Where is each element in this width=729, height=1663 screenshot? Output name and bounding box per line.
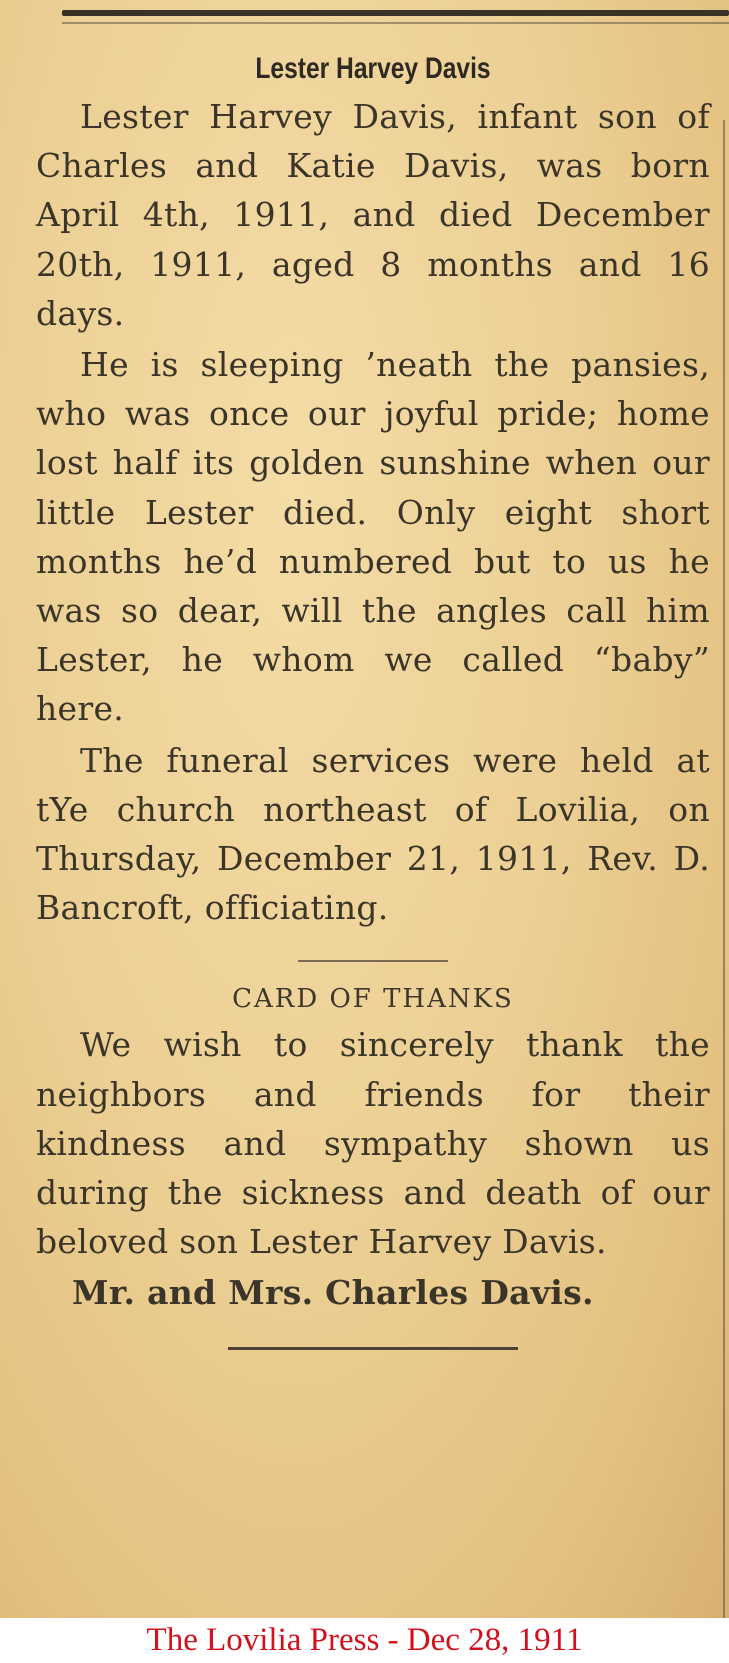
section-divider (298, 960, 448, 962)
card-of-thanks-title: CARD OF THANKS (232, 984, 514, 1015)
top-rule (62, 10, 729, 16)
card-of-thanks-body: We wish to sincerely thank the neighbors and friends for their kindness and sympathy shown us during the sickness and death of our beloved son Lester Harvey Davis. (36, 1025, 710, 1262)
source-caption: The Lovilia Press - Dec 28, 1911 (0, 1618, 729, 1663)
obituary-headline: Lester Harvey Davis (255, 52, 491, 85)
obituary-paragraph: The funeral services were held at tYe church northeast of Lovilia, on Thursday, December 21, 1911, Rev. D. Bancroft, officiating. (36, 740, 710, 928)
obituary-paragraph: He is sleeping ’neath the pansies, who was once our joyful pride; home lost half its golden sunshine when our little Lester died. Only eight short months he’d numbered but to us he was so dear, will the angles call him Lester, he whom we called “baby” here. (36, 345, 710, 729)
column-border (723, 120, 725, 1618)
obituary-paragraph: Lester Harvey Davis, infant son of Charles and Katie Davis, was born April 4th, 1911, and died December 20th, 1911, aged 8 months and 16 days. (36, 97, 710, 333)
bottom-rule (228, 1347, 518, 1350)
obituary-column (36, 52, 710, 1350)
top-rule-thin (62, 22, 729, 24)
card-of-thanks-signature: Mr. and Mrs. Charles Davis. (72, 1273, 594, 1313)
